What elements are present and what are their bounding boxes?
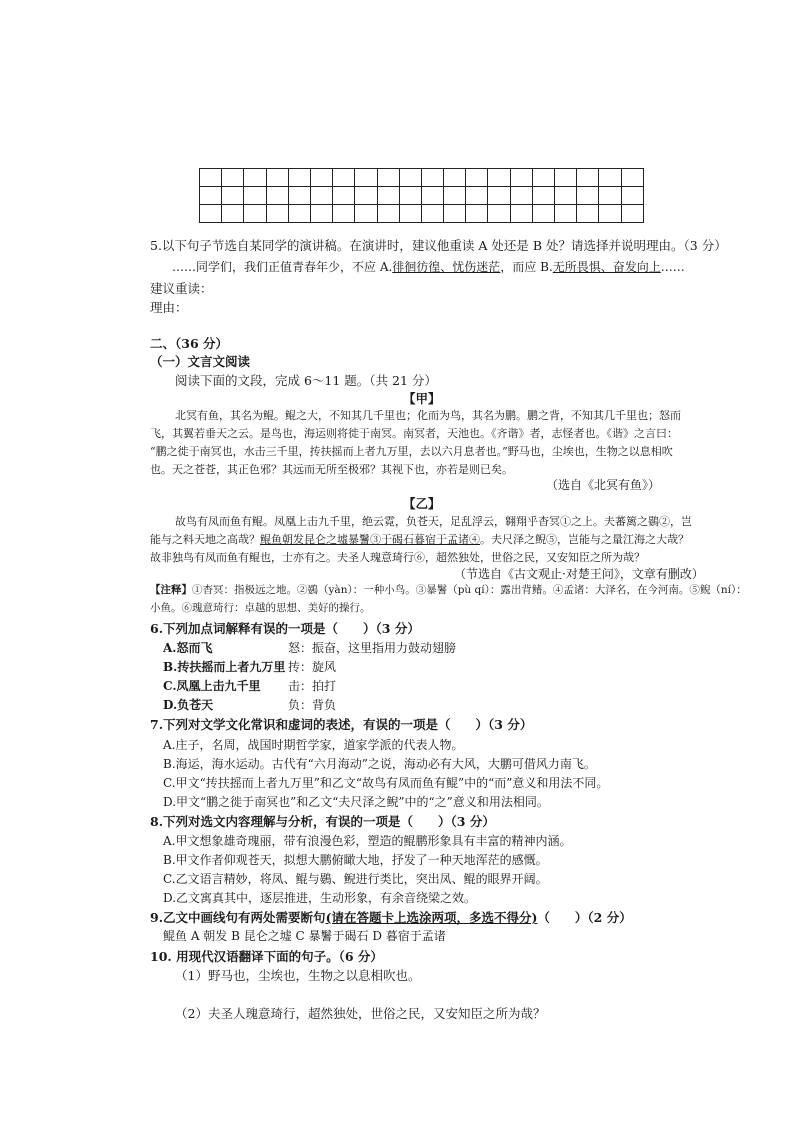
answer-grid-cell[interactable] <box>621 187 643 205</box>
q5-excerpt-mid: ，而应 B. <box>500 260 553 274</box>
answer-grid-cell[interactable] <box>355 187 377 205</box>
answer-grid-cell[interactable] <box>532 187 554 205</box>
notes-line: 小鱼。⑥瑰意琦行：卓越的思想、美好的操行。 <box>150 602 371 614</box>
section-title: 二、（36 分） <box>150 336 228 351</box>
answer-grid-cell[interactable] <box>510 169 532 187</box>
answer-grid-cell[interactable] <box>222 187 244 205</box>
answer-grid-row <box>200 205 644 223</box>
answer-grid-cell[interactable] <box>444 205 466 223</box>
q6-option-b[interactable]: B.抟扶摇而上者九万里 <box>163 660 286 674</box>
q7-stem: 7.下列对文学文化常识和虚词的表述，有误的一项是（ ）（3 分） <box>150 717 533 732</box>
q9-stem <box>150 908 632 926</box>
answer-grid-cell[interactable] <box>466 205 488 223</box>
answer-grid-cell[interactable] <box>200 169 222 187</box>
answer-grid-cell[interactable] <box>200 205 222 223</box>
q5-excerpt-pre: ……同学们，我们正值青春年少，不应 A. <box>172 260 393 274</box>
answer-grid-cell[interactable] <box>621 169 643 187</box>
q6-option-c-explain: 击：拍打 <box>288 679 337 693</box>
answer-grid-cell[interactable] <box>266 205 288 223</box>
answer-grid-cell[interactable] <box>532 205 554 223</box>
q8-option[interactable]: A.甲文想象雄奇瑰丽，带有浪漫色彩，塑造的鲲鹏形象具有丰富的精神内涵。 <box>163 834 572 848</box>
answer-grid-cell[interactable] <box>288 169 310 187</box>
answer-grid-row <box>200 187 644 205</box>
answer-grid-cell[interactable] <box>555 187 577 205</box>
answer-grid-cell[interactable] <box>510 205 532 223</box>
answer-grid-cell[interactable] <box>488 169 510 187</box>
q5-prompt: 5.以下句子节选自某同学的演讲稿。在演讲时，建议他重读 A 处还是 B 处？请选择并说明理由。（3 分） <box>150 238 727 253</box>
passage-yi-line: 故鸟有凤而鱼有鲲。凤凰上击九千里，绝云霓，负苍天，足乱浮云，翱翔乎杳冥①之上。夫蕃篱之鷃②，岂 <box>175 515 692 528</box>
answer-grid-cell[interactable] <box>599 169 621 187</box>
answer-grid-cell[interactable] <box>421 187 443 205</box>
notes-line <box>150 582 747 597</box>
passage-yi-underlined: 鲲鱼朝发昆仑之墟暴鬐③于碣石暮宿于孟诸④ <box>260 533 480 546</box>
answer-grid-cell[interactable] <box>421 169 443 187</box>
q9-sentence: 鲲鱼 A 朝发 B 昆仑之墟 C 暴鬐于碣石 D 暮宿于孟诸 <box>163 929 446 943</box>
q5-reason-label: 理由： <box>150 300 188 315</box>
q10-stem: 10. 用现代汉语翻译下面的句子。（6 分） <box>150 949 383 964</box>
answer-grid-cell[interactable] <box>333 169 355 187</box>
q10-sentence-1: （1）野马也，尘埃也，生物之以息相吹也。 <box>175 968 421 983</box>
answer-grid-cell[interactable] <box>555 205 577 223</box>
notes-label: 【注释】 <box>150 584 192 596</box>
answer-grid-cell[interactable] <box>399 169 421 187</box>
answer-grid-cell[interactable] <box>266 169 288 187</box>
answer-grid-cell[interactable] <box>244 169 266 187</box>
q8-stem: 8.下列对选文内容理解与分析，有误的一项是（ ）（3 分） <box>150 814 495 829</box>
q8-option[interactable]: B.甲文作者仰观苍天，拟想大鹏俯瞰大地，抒发了一种天地浑茫的感慨。 <box>163 853 548 867</box>
answer-grid-cell[interactable] <box>599 205 621 223</box>
answer-grid-cell[interactable] <box>377 187 399 205</box>
q5-excerpt-post: …… <box>660 260 685 274</box>
passage-jia-line: 也。天之苍苍，其正色邪？其远而无所至极邪？其视下也，亦若是则已矣。 <box>150 463 513 476</box>
answer-grid-cell[interactable] <box>333 205 355 223</box>
passage-jia-line: 北冥有鱼，其名为鲲。鲲之大，不知其几千里也；化而为鸟，其名为鹏。鹏之背，不知其几千里也；怒而 <box>175 409 681 422</box>
q6-stem: 6.下列加点词解释有误的一项是（ ）（3 分） <box>150 621 420 636</box>
q7-option[interactable]: C.甲文“抟扶摇而上者九万里”和乙文“故鸟有凤而鱼有鲲”中的“而”意义和用法不同。 <box>163 776 609 790</box>
answer-grid-cell[interactable] <box>355 169 377 187</box>
answer-grid-cell[interactable] <box>355 205 377 223</box>
passage-yi-text: 能与之料天地之高哉？ <box>150 533 260 546</box>
q9-stem-text: 9.乙文中画线句有两处需要断句 <box>150 910 326 925</box>
passage-jia-head: 【甲】 <box>403 391 441 406</box>
q8-option[interactable]: D.乙文寓真其中，逐层推进，生动形象，有余音绕梁之效。 <box>163 891 477 905</box>
q9-stem-score: （ ）（2 分） <box>537 910 632 925</box>
q6-option-d[interactable]: D.负苍天 <box>163 698 214 712</box>
answer-grid-cell[interactable] <box>288 205 310 223</box>
section-instruction: 阅读下面的文段，完成 6～11 题。（共 21 分） <box>175 373 437 388</box>
notes-text: ①杳冥：指极远之地。②鷃（yàn）：一种小鸟。③暴鬐（pù qí）：露出背鳍。④孟诸：大泽名，在今河南。⑤鲵（ní）： <box>192 584 747 596</box>
answer-grid-cell[interactable] <box>466 187 488 205</box>
answer-grid-cell[interactable] <box>466 169 488 187</box>
q7-option[interactable]: A.庄子，名周，战国时期哲学家，道家学派的代表人物。 <box>163 738 464 752</box>
answer-grid-cell[interactable] <box>244 205 266 223</box>
passage-yi-line: 故非独鸟有凤而鱼有鲲也，士亦有之。夫圣人瑰意琦行⑥，超然独处，世俗之民，又安知臣之所为哉？ <box>150 551 645 564</box>
answer-grid[interactable] <box>199 168 644 223</box>
answer-grid-cell[interactable] <box>421 205 443 223</box>
answer-grid-cell[interactable] <box>444 187 466 205</box>
answer-grid-cell[interactable] <box>555 169 577 187</box>
passage-yi-head: 【乙】 <box>403 496 441 511</box>
answer-grid-cell[interactable] <box>310 169 332 187</box>
answer-grid-cell[interactable] <box>399 187 421 205</box>
answer-grid-cell[interactable] <box>222 169 244 187</box>
passage-yi-text: 。夫尺泽之鲵⑤，岂能与之量江海之大哉？ <box>480 533 689 546</box>
answer-grid-cell[interactable] <box>222 205 244 223</box>
answer-grid-cell[interactable] <box>399 205 421 223</box>
answer-grid-cell[interactable] <box>377 205 399 223</box>
answer-grid-cell[interactable] <box>310 205 332 223</box>
answer-grid-cell[interactable] <box>288 187 310 205</box>
answer-grid-cell[interactable] <box>488 187 510 205</box>
answer-grid-cell[interactable] <box>599 187 621 205</box>
answer-grid-cell[interactable] <box>510 187 532 205</box>
answer-grid-cell[interactable] <box>310 187 332 205</box>
q9-stem-note: (请在答题卡上选涂两项，多选不得分) <box>325 910 538 925</box>
passage-yi-line <box>150 531 689 547</box>
passage-jia-line: “鹏之徙于南冥也，水击三千里，抟扶摇而上者九万里，去以六月息者也。”野马也，尘埃也，生物之以息相吹 <box>150 445 673 458</box>
answer-grid-cell[interactable] <box>200 187 222 205</box>
q5-option-b: 无所畏惧、奋发向上 <box>552 260 661 274</box>
q6-option-b-explain: 抟：旋风 <box>288 660 337 674</box>
q7-option[interactable]: D.甲文“鹏之徙于南冥也”和乙文“夫尺泽之鲵”中的“之”意义和用法相同。 <box>163 795 549 809</box>
q10-sentence-2: （2）夫圣人瑰意琦行，超然独处，世俗之民，又安知臣之所为哉？ <box>175 1006 546 1021</box>
passage-yi-source: （节选自《古文观止·对楚王问》，文章有删改） <box>454 567 704 581</box>
answer-grid-cell[interactable] <box>577 187 599 205</box>
q7-option[interactable]: B.海运，海水运动。古代有“六月海动”之说，海动必有大风，大鹏可借风力南飞。 <box>163 757 596 771</box>
subsection-title: （一）文言文阅读 <box>150 354 251 369</box>
q5-excerpt <box>172 258 685 275</box>
answer-grid-cell[interactable] <box>621 205 643 223</box>
answer-grid-cell[interactable] <box>377 169 399 187</box>
answer-grid-cell[interactable] <box>577 169 599 187</box>
passage-jia-line: 飞，其翼若垂天之云。是鸟也，海运则将徙于南冥。南冥者，天池也。《齐谐》者，志怪者也。《谐》之言曰： <box>150 427 678 440</box>
q6-option-a[interactable]: A.怒而飞 <box>163 641 213 655</box>
q6-option-a-explain: 怒：振奋，这里指用力鼓动翅膀 <box>288 641 457 655</box>
answer-grid-cell[interactable] <box>333 187 355 205</box>
answer-grid-cell[interactable] <box>444 169 466 187</box>
answer-grid-cell[interactable] <box>577 205 599 223</box>
q5-option-a: 徘徊彷徨、忧伤迷茫 <box>392 260 501 274</box>
q6-option-c[interactable]: C.凤凰上击九千里 <box>163 679 261 693</box>
q6-option-d-explain: 负：背负 <box>288 698 337 712</box>
answer-grid-row <box>200 169 644 187</box>
answer-grid-cell[interactable] <box>532 169 554 187</box>
answer-grid-cell[interactable] <box>488 205 510 223</box>
answer-grid-cell[interactable] <box>266 187 288 205</box>
q5-suggest-label: 建议重读： <box>150 281 213 296</box>
q8-option[interactable]: C.乙文语言精妙，将凤、鲲与鷃、鲵进行类比，突出凤、鲲的眼界开阔。 <box>163 872 548 886</box>
passage-jia-source: （选自《北冥有鱼》） <box>546 478 661 492</box>
answer-grid-cell[interactable] <box>244 187 266 205</box>
